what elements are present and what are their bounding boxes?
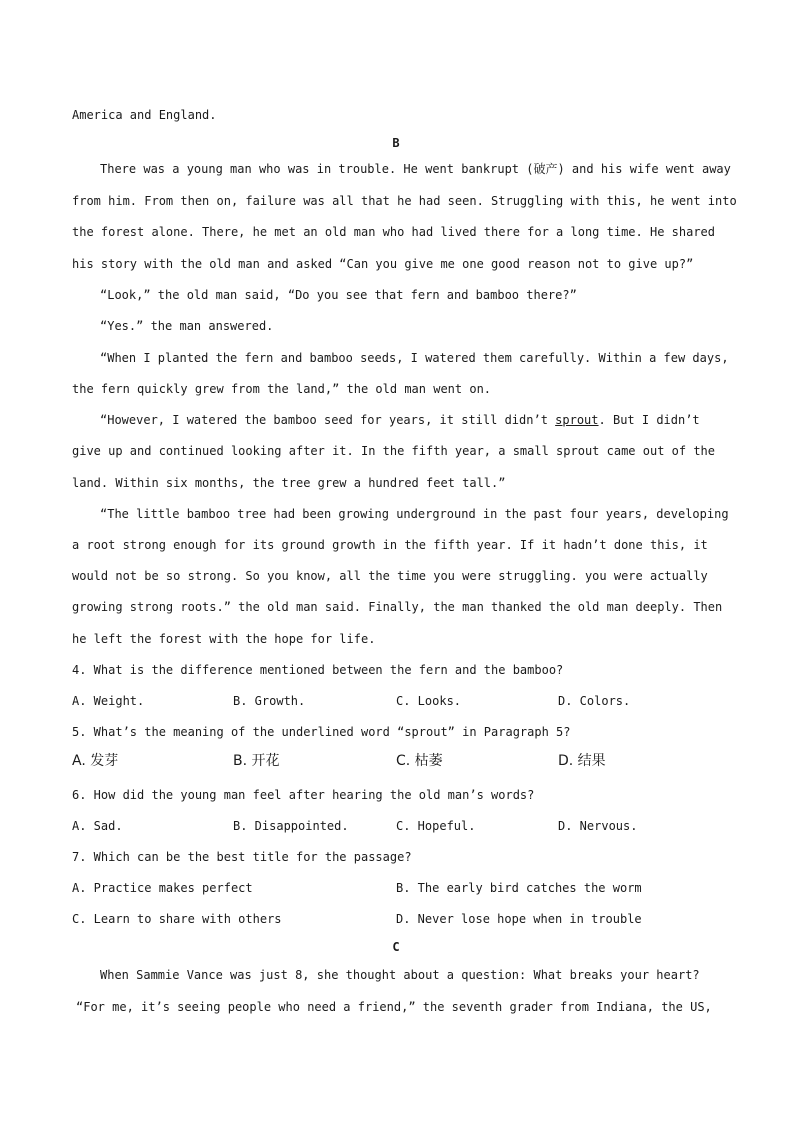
passage-b-line-13: a root strong enough for its ground growth in the fifth year. If it hadn’t done this, it (72, 538, 708, 552)
question-5-option-c: C. 枯萎 (396, 753, 443, 769)
passage-b-line-1: There was a young man who was in trouble. He went bankrupt (破产) and his wife went away (100, 162, 731, 176)
question-7-option-c: C. Learn to share with others (72, 912, 282, 926)
passage-b-line-8: the fern quickly grew from the land,” the old man went on. (72, 382, 492, 396)
passage-b-line-15: growing strong roots.” the old man said. Finally, the man thanked the old man deeply. Then (72, 600, 723, 614)
passage-b-line-10: give up and continued looking after it. In the fifth year, a small sprout came out of the (72, 444, 715, 458)
question-7-option-a: A. Practice makes perfect (72, 881, 253, 895)
question-5-stem: 5. What’s the meaning of the underlined word “sprout” in Paragraph 5? (72, 725, 571, 739)
passage-b-line-6: “Yes.” the man answered. (100, 319, 274, 333)
passage-b-line-7: “When I planted the fern and bamboo seeds, I watered them carefully. Within a few days, (100, 351, 729, 365)
question-6-option-b: B. Disappointed. (233, 819, 349, 833)
question-7-stem: 7. Which can be the best title for the passage? (72, 850, 412, 864)
question-4-stem: 4. What is the difference mentioned between the fern and the bamboo? (72, 663, 564, 677)
passage-b-line-12: “The little bamboo tree had been growing underground in the past four years, developing (100, 507, 729, 521)
question-4-option-c: C. Looks. (396, 694, 462, 708)
question-6-stem: 6. How did the young man feel after hearing the old man’s words? (72, 788, 535, 802)
question-4-option-d: D. Colors. (558, 694, 631, 708)
passage-b-line-11: land. Within six months, the tree grew a hundred feet tall.” (72, 476, 506, 490)
passage-c-line-1: When Sammie Vance was just 8, she thought about a question: What breaks your heart? (100, 968, 700, 982)
question-7-option-d: D. Never lose hope when in trouble (396, 912, 642, 926)
question-7-option-b: B. The early bird catches the worm (396, 881, 642, 895)
passage-c-line-2: “For me, it’s seeing people who need a friend,” the seventh grader from Indiana, the US, (76, 1000, 712, 1014)
underlined-word-sprout: sprout (555, 413, 599, 427)
line-9-start: “However, I watered the bamboo seed for years, it still didn’t (100, 413, 556, 427)
continuation-line: America and England. (72, 108, 217, 122)
passage-b-line-5: “Look,” the old man said, “Do you see that fern and bamboo there?” (100, 288, 577, 302)
section-b-heading: B (392, 136, 400, 150)
question-5-option-a: A. 发芽 (72, 753, 119, 769)
passage-b-line-3: the forest alone. There, he met an old man who had lived there for a long time. He shared (72, 225, 715, 239)
question-5-option-d: D. 结果 (558, 753, 606, 769)
question-6-option-a: A. Sad. (72, 819, 123, 833)
passage-b-line-9 (100, 412, 700, 428)
section-c-heading: C (392, 940, 400, 954)
passage-b-line-2: from him. From then on, failure was all that he had seen. Struggling with this, he went into (72, 194, 737, 208)
question-6-option-c: C. Hopeful. (396, 819, 476, 833)
passage-b-line-4: his story with the old man and asked “Can you give me one good reason not to give up?” (72, 257, 694, 271)
question-4-option-b: B. Growth. (233, 694, 306, 708)
passage-b-line-16: he left the forest with the hope for life. (72, 632, 376, 646)
line-9-end: . But I didn’t (598, 413, 700, 427)
question-4-option-a: A. Weight. (72, 694, 145, 708)
question-5-option-b: B. 开花 (233, 753, 280, 769)
passage-b-line-14: would not be so strong. So you know, all the time you were struggling. you were actually (72, 569, 708, 583)
question-6-option-d: D. Nervous. (558, 819, 638, 833)
